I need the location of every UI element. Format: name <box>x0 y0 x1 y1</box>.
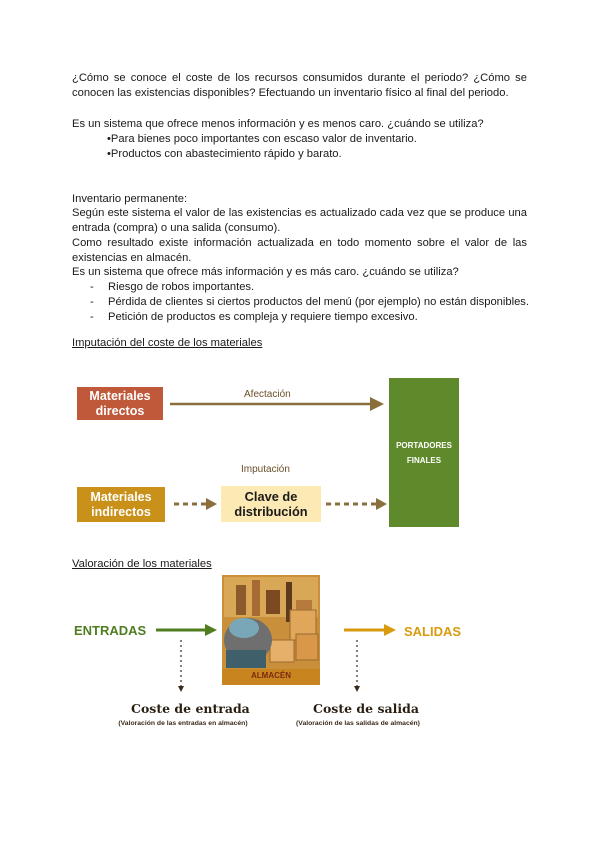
coste-salida-note: (Valoración de las salidas de almacén) <box>296 720 420 727</box>
afectacion-arrow-head <box>370 397 384 411</box>
portadores-finales-box: PORTADORES FINALES <box>389 378 459 527</box>
intro-paragraph: ¿Cómo se conoce el coste de los recursos consumidos durante el periodo? ¿Cómo se conocen las existencias disponibles? Efectuando un inventario físico al final del periodo. <box>72 72 527 99</box>
bullet-item: •Productos con abastecimiento rápido y barato. <box>107 148 342 160</box>
entradas-arrow-head <box>205 624 217 636</box>
salida-dotted-head <box>354 686 360 692</box>
periodic-system-paragraph: Es un sistema que ofrece menos información y es menos caro. ¿cuándo se utiliza? <box>72 118 484 130</box>
salidas-arrow-head <box>384 624 396 636</box>
almacen-label: ALMACÉN <box>251 671 291 680</box>
permanent-inventory-title: Inventario permanente: <box>72 193 188 205</box>
dash-marker: - <box>90 311 94 323</box>
coste-entrada-note: (Valoración de las entradas en almacén) <box>118 720 248 727</box>
salidas-label: SALIDAS <box>404 624 462 639</box>
entrada-dotted-head <box>178 686 184 692</box>
permanent-paragraph-2: Como resultado existe información actualizada en todo momento sobre el valor de las existencias en almacén. <box>72 237 527 264</box>
dash-item-text: Petición de productos es compleja y requiere tiempo excesivo. <box>108 311 418 323</box>
afectacion-label: Afectación <box>244 389 291 400</box>
dash-item-text: Riesgo de robos importantes. <box>108 281 255 293</box>
indirect-arrow-head <box>206 498 217 510</box>
coste-entrada-label: Coste de entrada <box>131 701 250 716</box>
permanent-paragraph-3: Es un sistema que ofrece más información y es más caro. ¿cuándo se utiliza? <box>72 266 459 278</box>
dash-marker: - <box>90 281 94 293</box>
bullet-item: •Para bienes poco importantes con escaso valor de inventario. <box>107 133 417 145</box>
permanent-paragraph-1: Según este sistema el valor de las existencias es actualizado cada vez que se produce una entrada (compra) o una salida (consumo). <box>72 207 527 234</box>
coste-salida-label: Coste de salida <box>313 701 419 716</box>
materiales-directos-box: Materiales directos <box>77 387 163 420</box>
materiales-indirectos-box: Materiales indirectos <box>77 487 165 522</box>
imputacion-label: Imputación <box>241 464 290 475</box>
dash-marker: - <box>90 296 94 308</box>
warehouse-illustration <box>222 575 320 685</box>
clave-arrow-head <box>376 498 387 510</box>
entradas-label: ENTRADAS <box>74 623 147 638</box>
clave-distribucion-box: Clave de distribución <box>221 486 321 522</box>
valuation-heading: Valoración de los materiales <box>72 558 212 570</box>
dash-item-text: Pérdida de clientes si ciertos productos del menú (por ejemplo) no están disponibles. <box>108 296 530 308</box>
imputation-heading: Imputación del coste de los materiales <box>72 337 263 349</box>
